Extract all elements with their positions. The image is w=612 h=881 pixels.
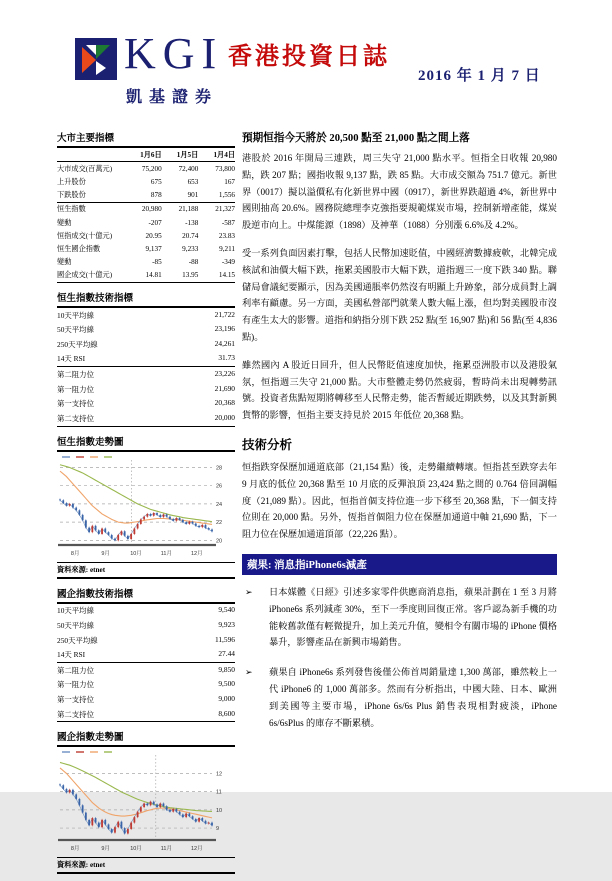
row-value: 878 [150,191,162,200]
candle [88,527,90,532]
candle [166,807,168,811]
y-tick-label: 12 [216,771,223,778]
table-header-row [57,148,235,162]
row-value: -207 [148,218,162,227]
candle [159,804,161,808]
row-value: -349 [221,258,236,267]
candle [79,799,81,805]
table-row [57,229,235,242]
candle [111,535,113,539]
row-label: 恒指成交(十億元) [57,231,113,240]
row-value: 20,368 [214,398,235,408]
hscei-candlestick-chart [57,747,235,857]
market-table-title: 大市主要指標 [57,130,235,148]
candle [95,818,97,823]
candle [169,810,171,812]
column-header: 1月6日 [140,150,162,159]
logo-wordmark: KGI [124,29,224,78]
candle [130,823,132,829]
document-title: 香港投資日誌 [228,44,390,70]
candle [198,525,200,526]
candle [124,531,126,536]
row-label: 第二支持位 [57,413,94,423]
candle [101,820,103,827]
row-value: 14.15 [218,271,236,280]
candle [121,822,123,828]
candle [156,805,158,808]
row-value: 1,556 [218,191,236,200]
row-value: 75,200 [141,164,162,173]
row-value: 23,196 [214,324,235,334]
candle [121,531,123,535]
hsi-candlestick-chart [57,452,235,562]
technical-analysis-paragraph: 恒指跌穿保歷加通道底部（21,154 點）後，走勢繼續轉壞。恒指甚至跌穿去年 9 月底的低位 20,368 點至 10 月底的反彈浪頂 23,424 點之間的 0.764 倍回調幅度（21,089 點）。因此，恒指首個支持位進一步下移至 20,368 點，下一個支持位則在 20,000 點。另外，恆指首個阻力位在保歷加通道中軸 21,690 點，下一阻力位在保歷加通道頂部（22,226 點）。 [242,461,557,540]
row-label: 14天 RSI [57,650,86,660]
hsi-chart-title: 恒生指數走勢圖 [57,434,235,452]
table-row [57,352,235,368]
row-value: 20.95 [145,231,162,240]
candle [179,812,181,815]
table-row [57,678,235,693]
table-row [57,396,235,411]
table-row [57,189,235,203]
candle [205,524,207,527]
candle [192,817,194,820]
candle [182,519,184,521]
ma250-line [60,763,212,812]
logo-company-name: 凱基證券 [126,89,219,106]
candle [91,818,93,825]
market-paragraph-2: 受一系列負面因素打擊，包括人民幣加速貶值，中國經濟數據疲軟，北韓完成核試和油價大幅下跌，拖累美國股市大幅下跌，道指週三一度下跌 340 點。聯儲局會議紀要顯示，因為美國通脹率仍然沒有明顯上升跡象，部分成員對上調利率有顧慮。另一方面，美國私營部門就業人數大幅上漲，但均對美國股市沒有產生太大的影響。道指和納指分別下跌 252 點(至 16,907 點)和 56 點(至 4,836 點)。 [242,247,557,342]
technical-analysis-heading: 技術分析 [242,437,293,452]
row-value: 8,600 [218,708,235,718]
row-value: 675 [150,177,162,186]
row-value: 14.81 [145,271,162,280]
row-value: 9,850 [218,664,235,674]
hscei-tech-title: 國企指數技術指標 [57,586,235,604]
row-value: 9,137 [145,244,162,253]
hsi-tech-section [57,290,235,427]
candle [143,804,145,808]
row-value: 73,800 [215,164,236,173]
forecast-headline: 預期恒指今天將於 20,500 點至 21,000 點之間上落 [242,133,470,144]
x-tick-label: 10月 [130,846,142,853]
x-tick-label: 11月 [160,846,173,853]
document-date: 2016 年 1 月 7 日 [418,68,541,84]
candle [72,790,74,795]
content-columns [57,130,557,881]
candle [172,519,174,521]
row-value: 31.73 [218,353,235,363]
x-tick-label: 8月 [70,550,80,557]
row-label: 第一支持位 [57,399,94,409]
candle [195,819,197,822]
table-row [57,203,235,216]
market-paragraph-3: 雖然國內 A 股近日回升，但人民幣貶值速度加快，拖累亞洲股市以及港股氣氛，恒指週三失守 21,000 點。大市整體走勢仍然疲弱，暫時尚未出現轉勢訊號。投資者焦點短期將轉移至人民幣走勢，能否暫緩近期跌勢，以及其對新興貨幣的影響，恒指主要支持見於 2015 年低位 20,368 點。 [242,359,557,421]
kgi-logo-svg [75,38,117,80]
row-value: 21,188 [178,205,199,214]
x-tick-label: 12月 [190,550,203,557]
row-value: -587 [221,218,236,227]
candle [85,520,87,527]
row-value: 9,923 [218,620,235,630]
hsi-tech-title: 恒生指數技術指標 [57,290,235,308]
candle [176,809,178,812]
candle [133,818,135,823]
x-tick-label: 9月 [101,846,110,853]
table-row [57,322,235,337]
candle [156,513,158,515]
candle [104,820,106,825]
candle [166,514,168,516]
table-row [57,256,235,269]
candle [201,818,203,821]
row-value: -138 [185,218,199,227]
candle [127,829,129,834]
candle [88,820,90,825]
candle [101,528,103,533]
candle [163,804,165,807]
row-value: 9,500 [218,679,235,689]
row-label: 10天平均線 [57,606,94,616]
left-column [57,130,235,881]
candle [62,786,64,790]
candle [208,823,210,824]
y-tick-label: 26 [216,483,223,490]
row-value: 9,211 [219,244,236,253]
row-label: 第二阻力位 [57,370,94,380]
candle [163,514,165,517]
right-column [242,130,557,881]
hsi-chart-section [57,434,235,579]
candle [66,503,68,506]
y-tick-label: 24 [216,501,223,508]
candle [198,818,200,822]
row-value: 23.83 [218,231,236,240]
candle [72,504,74,508]
market-indicators-section [57,130,235,283]
candle [188,814,190,817]
hscei-tech-section [57,586,235,723]
row-value: 20.74 [182,231,199,240]
row-value: -85 [152,258,162,267]
row-value: 20,000 [214,412,235,422]
row-label: 第一支持位 [57,694,94,704]
candle [91,525,93,531]
candle [75,795,77,800]
candle [188,521,190,523]
candle [153,513,155,516]
row-label: 250天平均線 [57,339,98,349]
candle [208,528,210,529]
candle [140,807,142,812]
row-label: 250天平均線 [57,635,98,645]
row-label: 下跌股份 [57,191,86,200]
candle [82,806,84,813]
kgi-logo-icon [75,38,117,80]
candle [185,522,187,524]
candle [69,790,71,793]
row-label: 變動 [57,218,72,227]
row-value: 21,690 [214,383,235,393]
row-label: 50天平均線 [57,325,94,335]
row-value: 11,596 [214,634,235,644]
row-value: 27.44 [218,649,235,659]
y-tick-label: 10 [216,808,223,815]
table-row [57,216,235,229]
candle [66,789,68,793]
hscei-chart-title: 國企指數走勢圖 [57,729,235,747]
candle [172,809,174,812]
y-tick-label: 22 [216,519,223,526]
row-value: 167 [224,177,236,186]
candle [59,785,61,786]
candle [62,500,64,503]
row-label: 大市成交(百萬元) [57,164,113,173]
table-row [57,663,235,678]
hsi-chart-source: 資料來源: etnet [57,562,235,579]
row-value: 24,261 [214,338,235,348]
row-label: 10天平均線 [57,310,94,320]
table-row [57,692,235,707]
row-value: 20,980 [141,205,162,214]
row-label: 50天平均線 [57,621,94,631]
candle [153,802,155,805]
column-header: 1月4日 [213,150,236,159]
candle [130,534,132,539]
candle [192,521,194,523]
column-header: 1月5日 [176,150,199,159]
row-value: -88 [188,258,199,267]
row-value: 23,226 [214,369,235,379]
row-label: 國企成交(十億元) [57,271,113,280]
row-label: 第一阻力位 [57,384,94,394]
row-label: 第二阻力位 [57,665,94,675]
apple-bullet-2 [242,664,557,731]
candle [179,518,181,520]
candle [143,516,145,519]
table-row [57,242,235,255]
y-tick-label: 28 [216,465,223,472]
candle [127,535,129,538]
row-label: 上升股份 [57,177,86,186]
table-row [57,647,235,663]
table-row [57,367,235,382]
table-row [57,604,235,619]
candle [211,823,213,826]
row-value: 13.95 [182,271,199,280]
table-row [57,308,235,323]
row-value: 9,000 [218,693,235,703]
apple-bullet-2-text: 蘋果自 iPhone6s 系列發售後僅公佈首周銷量達 1,300 萬部，雖然較上一代 iPhone6 的 1,000 萬部多。然而有分析指出，中國大陸、日本、歐洲到美國等主要市場，iPhone 6s/6s Plus 銷售表現相對疲淡，iPhone 6s/6sPlus 的庫存不斷累積。 [269,667,557,728]
candle [195,523,197,525]
candle [98,823,100,828]
row-label: 第一阻力位 [57,680,94,690]
candle [159,514,161,516]
candle [150,802,152,806]
row-label: 變動 [57,258,72,267]
table-row [57,633,235,648]
row-value: 72,400 [178,164,199,173]
candle [176,518,178,521]
row-value: 9,233 [182,244,199,253]
candle [137,812,139,817]
row-label: 恒生國企指數 [57,244,101,253]
row-value: 901 [187,191,199,200]
row-label: 第二支持位 [57,709,94,719]
candle [146,804,148,806]
table-row [57,337,235,352]
candle [140,519,142,524]
candle [114,538,116,540]
candle [150,514,152,516]
candle [211,529,213,531]
row-label: 恒生指數 [57,205,86,214]
apple-news-banner: 蘋果: 消息指iPhone6s減產 [242,554,557,575]
x-tick-label: 12月 [190,846,203,853]
market-table-body [57,148,235,283]
candle [82,514,84,519]
candle [79,510,81,515]
candle [205,821,207,824]
table-row [57,411,235,427]
candle [59,499,61,500]
bullet-arrow-icon: ➢ [245,667,253,678]
x-tick-label: 11月 [160,550,173,557]
candle [75,507,77,510]
candle [114,828,116,833]
candle [98,530,100,534]
table-row [57,269,235,283]
y-tick-label: 20 [216,537,223,544]
y-tick-label: 9 [216,826,220,833]
candle [117,535,119,540]
candle [185,814,187,818]
row-label: 14天 RSI [57,354,86,364]
candle [169,516,171,518]
table-row [57,618,235,633]
hscei-tech-body [57,604,235,723]
hscei-chart-section [57,729,235,874]
row-value: 21,327 [215,205,236,214]
header [0,0,612,128]
table-row [57,707,235,723]
apple-bullet-1 [242,584,557,651]
candle [108,532,110,535]
ma250-line [60,464,212,521]
candle [201,524,203,526]
bullet-arrow-icon: ➢ [245,586,253,597]
table-row [57,175,235,188]
row-value: 653 [187,177,199,186]
candle [146,514,148,517]
table-row [57,382,235,397]
candle [124,828,126,833]
apple-bullet-1-text: 日本媒體《日經》引述多家零件供應商消息指，蘋果計劃在 1 至 3 月將 iPhone6s 系列減產 30%，至下一季度則回復正常。客戶認為新手機的功能較舊款僅有輕微提升，加上美元升值，變相令有關市場的 iPhone 價格暴升，影響產品在新興市場銷售。 [269,586,557,648]
market-paragraph-1: 港股於 2016 年開局三連跌，周三失守 21,000 點水平。恒指全日收報 20,980 點，跌 207 點；國指收報 9,137 點，跌 85 點。大市成交額為 751.7 億元。新世界（0017）擬以溢價私有化新世界中國（0917），新世界跌超過 4%，新世界中國則抽高 20.6%。國務院總理李克強指要規範煤炭市場，控制新增產能，煤炭股逆市向上。中煤能源（1898）及神華（1088）分別漲 6.6%及 4.2%。 [242,153,557,231]
candle [85,813,87,820]
x-tick-label: 8月 [70,846,80,853]
candle [108,825,110,830]
x-tick-label: 9月 [101,550,110,557]
candle [182,815,184,818]
candle [104,528,106,532]
row-value: 9,540 [218,605,235,615]
table-row [57,162,235,175]
hsi-tech-body [57,308,235,427]
x-tick-label: 10月 [130,550,142,557]
candle [137,524,139,529]
candle [117,822,119,827]
y-tick-label: 11 [216,789,222,796]
row-value: 21,722 [214,309,235,319]
candle [133,528,135,533]
candle [95,525,97,530]
candle [111,829,113,833]
candle [69,504,71,506]
hscei-chart-source: 資料來源: etnet [57,857,235,874]
